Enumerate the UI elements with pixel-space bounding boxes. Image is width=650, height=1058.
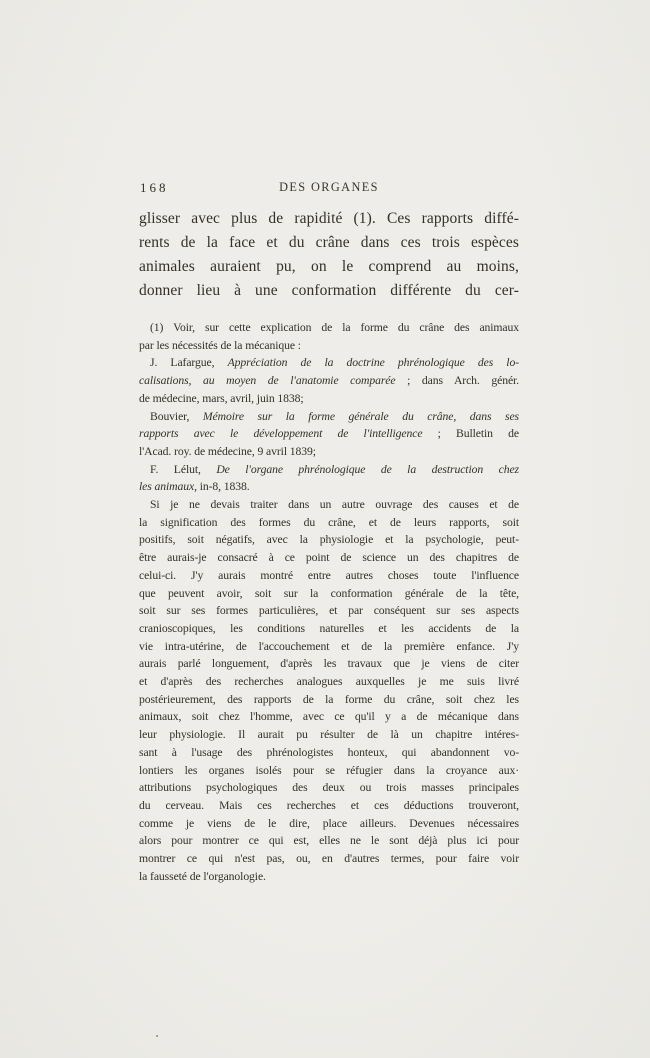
footnote-line: Bouvier, Mémoire sur la forme générale du crâne, dans ses (150, 409, 519, 423)
footnote (139, 319, 519, 886)
footnote-line: (1) Voir, sur cette explication de la forme du crâne des animaux (150, 321, 519, 334)
footnote-line: leur physiologie. Il aurait pu résulter de là un chapitre intéres- (139, 728, 519, 742)
footnote-line: postérieurement, des rapports de la forme du crâne, soit chez les (139, 692, 519, 706)
footnote-line: l'Acad. roy. de médecine, 9 avril 1839; (139, 444, 316, 458)
footnote-line: les animaux, in-8, 1838. (139, 480, 250, 494)
page-header (139, 180, 519, 195)
footnote-line: être aurais-je consacré à ce point de science un des chapitres de (139, 551, 519, 565)
footnote-line: la fausseté de l'organologie. (139, 869, 266, 883)
footnote-line: sant à l'usage des phrénologistes honteux, qui abandonnent vo- (139, 745, 519, 759)
footnote-line: la signification des formes du crâne, et de leurs rapports, soit (139, 515, 519, 529)
footnote-line: rapports avec le développement de l'intelligence ; Bulletin de (139, 427, 519, 441)
body-line: animales auraient pu, on le comprend au moins, (139, 258, 519, 275)
running-title: DES ORGANES (279, 180, 379, 194)
footnote-line: J. Lafargue, Appréciation de la doctrine phrénologique des lo- (150, 356, 519, 370)
footnote-line: F. Lélut, De l'organe phrénologique de la destruction chez (150, 462, 519, 476)
footnote-line: comme je viens de le dire, place ailleurs. Devenues nécessaires (139, 816, 519, 830)
footnote-line: du cerveau. Mais ces recherches et ces déductions trouveront, (139, 798, 519, 812)
body-paragraph (139, 207, 519, 303)
footnote-line: par les nécessités de la mécanique : (139, 338, 301, 352)
footnote-line: celui-ci. J'y aurais montré entre autres choses toute l'influence (139, 568, 519, 582)
footnote-line: de médecine, mars, avril, juin 1838; (139, 391, 304, 405)
footnote-line: lontiers les organes isolés pour se réfugier dans la croyance aux· (139, 763, 519, 777)
footnote-line: montrer ce qui n'est pas, ou, en d'autres termes, pour faire voir (139, 852, 519, 866)
body-line: rents de la face et du crâne dans ces trois espèces (139, 234, 519, 251)
footnote-line: positifs, soit négatifs, avec la physiologie et la psychologie, peut- (139, 533, 519, 547)
footnote-line: cranioscopiques, les conditions naturelles et les accidents de la (139, 621, 519, 635)
footnote-line: animaux, soit chez l'homme, avec ce qu'il y a de mécanique dans (139, 710, 519, 724)
footnote-line: Si je ne devais traiter dans un autre ouvrage des causes et de (150, 498, 519, 512)
footnote-line: aurais parlé longuement, d'après les travaux que je viens de citer (139, 657, 519, 671)
page-number: 168 (140, 180, 169, 195)
footnote-line: calisations, au moyen de l'anatomie comparée ; dans Arch. génér. (139, 374, 520, 388)
body-line: donner lieu à une conformation différente du cer- (139, 282, 519, 299)
footnote-line: alors pour montrer ce qui est, elles ne le sont déjà plus ici pour (139, 834, 519, 848)
footnote-line: vie intra-utérine, de l'accouchement et de la première enfance. J'y (139, 639, 519, 653)
footnote-line: que peuvent avoir, soit sur la conformation générale de la tête, (139, 586, 519, 600)
body-line: glisser avec plus de rapidité (1). Ces rapports diffé- (139, 210, 519, 227)
footnote-line: attributions psychologiques des deux ou trois masses principales (139, 781, 519, 795)
scan-artifact-speck (156, 1035, 158, 1037)
footnote-line: et d'après des recherches analogues auxquelles je me suis livré (139, 675, 519, 689)
footnote-line: soit sur ses formes particulières, et par conséquent sur ses aspects (139, 604, 519, 618)
text-block (139, 180, 519, 886)
